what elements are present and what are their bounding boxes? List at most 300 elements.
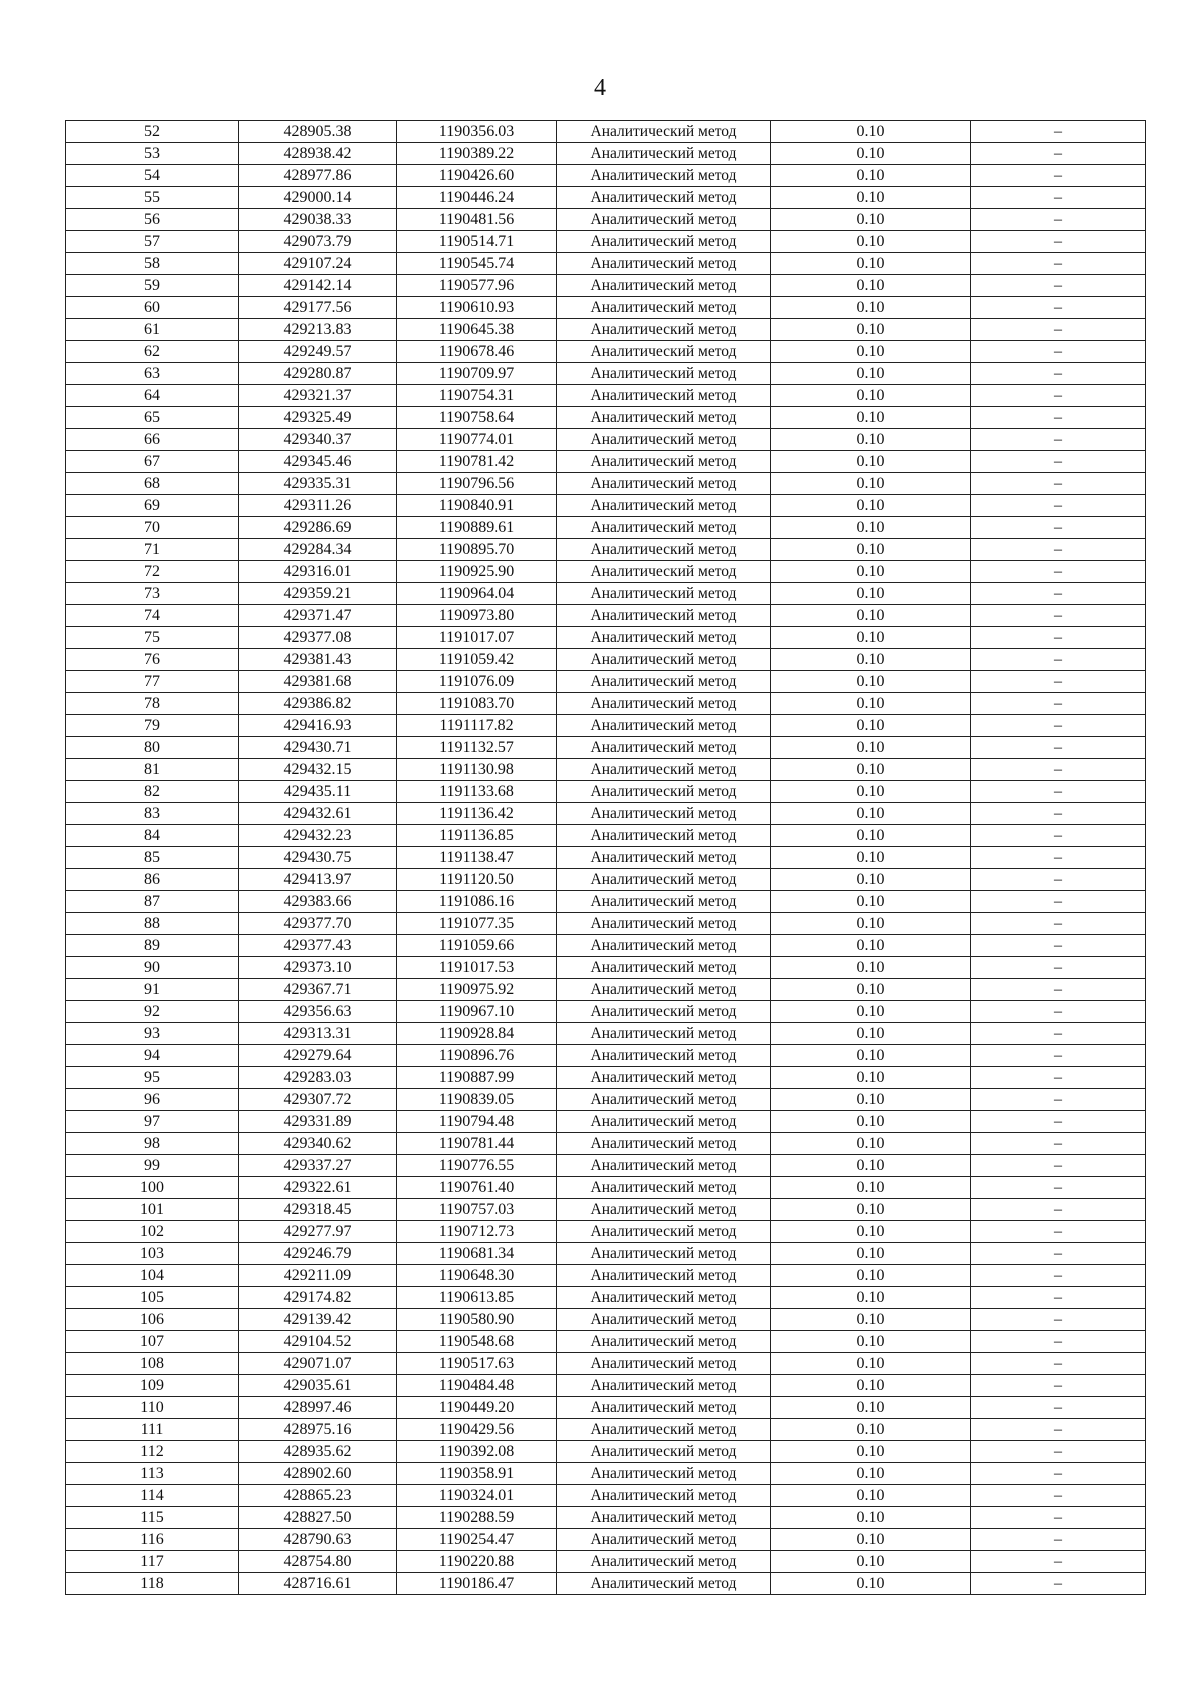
cell-accuracy: 0.10 <box>771 1573 971 1595</box>
cell-coord-x: 429246.79 <box>239 1243 397 1265</box>
cell-note: – <box>971 737 1146 759</box>
cell-coord-y: 1190896.76 <box>397 1045 557 1067</box>
table-row <box>66 209 1146 231</box>
cell-coord-y: 1190761.40 <box>397 1177 557 1199</box>
cell-accuracy: 0.10 <box>771 253 971 275</box>
cell-coord-x: 429345.46 <box>239 451 397 473</box>
cell-accuracy: 0.10 <box>771 231 971 253</box>
cell-point-number: 68 <box>66 473 239 495</box>
cell-method: Аналитический метод <box>557 957 771 979</box>
cell-method: Аналитический метод <box>557 1551 771 1573</box>
cell-accuracy: 0.10 <box>771 1551 971 1573</box>
cell-coord-x: 428975.16 <box>239 1419 397 1441</box>
cell-method: Аналитический метод <box>557 275 771 297</box>
cell-coord-x: 429435.11 <box>239 781 397 803</box>
cell-coord-y: 1190925.90 <box>397 561 557 583</box>
table-row <box>66 1023 1146 1045</box>
cell-coord-y: 1190324.01 <box>397 1485 557 1507</box>
table-row <box>66 363 1146 385</box>
cell-accuracy: 0.10 <box>771 539 971 561</box>
cell-coord-x: 429071.07 <box>239 1353 397 1375</box>
cell-coord-x: 428827.50 <box>239 1507 397 1529</box>
cell-method: Аналитический метод <box>557 187 771 209</box>
cell-coord-y: 1190889.61 <box>397 517 557 539</box>
cell-method: Аналитический метод <box>557 825 771 847</box>
cell-point-number: 96 <box>66 1089 239 1111</box>
cell-method: Аналитический метод <box>557 649 771 671</box>
cell-coord-y: 1190446.24 <box>397 187 557 209</box>
cell-point-number: 110 <box>66 1397 239 1419</box>
cell-accuracy: 0.10 <box>771 1133 971 1155</box>
cell-accuracy: 0.10 <box>771 1397 971 1419</box>
cell-point-number: 67 <box>66 451 239 473</box>
cell-coord-y: 1190776.55 <box>397 1155 557 1177</box>
cell-accuracy: 0.10 <box>771 649 971 671</box>
cell-coord-y: 1190481.56 <box>397 209 557 231</box>
cell-coord-x: 429371.47 <box>239 605 397 627</box>
cell-coord-x: 429337.27 <box>239 1155 397 1177</box>
cell-note: – <box>971 913 1146 935</box>
cell-coord-y: 1190288.59 <box>397 1507 557 1529</box>
cell-note: – <box>971 1375 1146 1397</box>
table-row <box>66 847 1146 869</box>
cell-accuracy: 0.10 <box>771 451 971 473</box>
cell-accuracy: 0.10 <box>771 1507 971 1529</box>
cell-method: Аналитический метод <box>557 253 771 275</box>
cell-coord-x: 429318.45 <box>239 1199 397 1221</box>
cell-note: – <box>971 253 1146 275</box>
cell-accuracy: 0.10 <box>771 891 971 913</box>
cell-coord-y: 1190577.96 <box>397 275 557 297</box>
table-row <box>66 1419 1146 1441</box>
cell-note: – <box>971 847 1146 869</box>
table-row <box>66 385 1146 407</box>
cell-coord-y: 1191136.85 <box>397 825 557 847</box>
cell-coord-x: 429107.24 <box>239 253 397 275</box>
cell-note: – <box>971 759 1146 781</box>
cell-coord-y: 1190781.44 <box>397 1133 557 1155</box>
cell-accuracy: 0.10 <box>771 1309 971 1331</box>
table-row <box>66 1529 1146 1551</box>
cell-accuracy: 0.10 <box>771 275 971 297</box>
cell-coord-x: 429322.61 <box>239 1177 397 1199</box>
cell-method: Аналитический метод <box>557 1001 771 1023</box>
cell-note: – <box>971 1265 1146 1287</box>
cell-point-number: 80 <box>66 737 239 759</box>
cell-coord-x: 429331.89 <box>239 1111 397 1133</box>
cell-coord-x: 429073.79 <box>239 231 397 253</box>
table-row <box>66 1397 1146 1419</box>
cell-coord-x: 428716.61 <box>239 1573 397 1595</box>
table-row <box>66 121 1146 143</box>
cell-note: – <box>971 319 1146 341</box>
cell-note: – <box>971 1023 1146 1045</box>
cell-coord-y: 1191086.16 <box>397 891 557 913</box>
cell-accuracy: 0.10 <box>771 1419 971 1441</box>
cell-point-number: 62 <box>66 341 239 363</box>
cell-method: Аналитический метод <box>557 209 771 231</box>
table-row <box>66 253 1146 275</box>
cell-method: Аналитический метод <box>557 605 771 627</box>
table-row <box>66 869 1146 891</box>
cell-coord-y: 1190429.56 <box>397 1419 557 1441</box>
cell-coord-x: 429381.68 <box>239 671 397 693</box>
cell-accuracy: 0.10 <box>771 1265 971 1287</box>
cell-method: Аналитический метод <box>557 759 771 781</box>
cell-coord-x: 429377.43 <box>239 935 397 957</box>
table-row <box>66 1441 1146 1463</box>
cell-coord-y: 1190358.91 <box>397 1463 557 1485</box>
cell-accuracy: 0.10 <box>771 341 971 363</box>
cell-accuracy: 0.10 <box>771 1067 971 1089</box>
cell-note: – <box>971 869 1146 891</box>
cell-coord-x: 429249.57 <box>239 341 397 363</box>
cell-point-number: 98 <box>66 1133 239 1155</box>
cell-coord-x: 429432.61 <box>239 803 397 825</box>
cell-method: Аналитический метод <box>557 803 771 825</box>
cell-point-number: 107 <box>66 1331 239 1353</box>
cell-method: Аналитический метод <box>557 539 771 561</box>
cell-accuracy: 0.10 <box>771 1331 971 1353</box>
cell-accuracy: 0.10 <box>771 737 971 759</box>
table-row <box>66 649 1146 671</box>
cell-point-number: 87 <box>66 891 239 913</box>
table-row <box>66 429 1146 451</box>
cell-coord-y: 1190758.64 <box>397 407 557 429</box>
table-row <box>66 737 1146 759</box>
cell-method: Аналитический метод <box>557 913 771 935</box>
cell-point-number: 112 <box>66 1441 239 1463</box>
cell-coord-x: 429139.42 <box>239 1309 397 1331</box>
cell-coord-y: 1190754.31 <box>397 385 557 407</box>
table-row <box>66 451 1146 473</box>
cell-point-number: 115 <box>66 1507 239 1529</box>
cell-method: Аналитический метод <box>557 979 771 1001</box>
cell-accuracy: 0.10 <box>771 209 971 231</box>
cell-method: Аналитический метод <box>557 935 771 957</box>
cell-accuracy: 0.10 <box>771 979 971 1001</box>
cell-method: Аналитический метод <box>557 407 771 429</box>
table-row <box>66 979 1146 1001</box>
cell-point-number: 91 <box>66 979 239 1001</box>
cell-coord-x: 429277.97 <box>239 1221 397 1243</box>
cell-note: – <box>971 363 1146 385</box>
cell-point-number: 52 <box>66 121 239 143</box>
cell-note: – <box>971 825 1146 847</box>
cell-point-number: 77 <box>66 671 239 693</box>
cell-method: Аналитический метод <box>557 1529 771 1551</box>
cell-point-number: 92 <box>66 1001 239 1023</box>
table-row <box>66 605 1146 627</box>
cell-accuracy: 0.10 <box>771 363 971 385</box>
cell-note: – <box>971 561 1146 583</box>
cell-method: Аналитический метод <box>557 1331 771 1353</box>
cell-note: – <box>971 1133 1146 1155</box>
table-row <box>66 319 1146 341</box>
cell-point-number: 66 <box>66 429 239 451</box>
cell-coord-y: 1190839.05 <box>397 1089 557 1111</box>
coordinates-table <box>65 120 1146 1595</box>
cell-accuracy: 0.10 <box>771 473 971 495</box>
cell-coord-y: 1191130.98 <box>397 759 557 781</box>
cell-method: Аналитический метод <box>557 1375 771 1397</box>
cell-accuracy: 0.10 <box>771 1353 971 1375</box>
table-row <box>66 495 1146 517</box>
cell-coord-y: 1190356.03 <box>397 121 557 143</box>
table-row <box>66 407 1146 429</box>
cell-coord-y: 1190712.73 <box>397 1221 557 1243</box>
table-row <box>66 715 1146 737</box>
cell-coord-x: 429432.23 <box>239 825 397 847</box>
cell-method: Аналитический метод <box>557 583 771 605</box>
cell-method: Аналитический метод <box>557 319 771 341</box>
cell-note: – <box>971 1507 1146 1529</box>
cell-coord-y: 1190796.56 <box>397 473 557 495</box>
cell-point-number: 111 <box>66 1419 239 1441</box>
cell-accuracy: 0.10 <box>771 1111 971 1133</box>
cell-point-number: 117 <box>66 1551 239 1573</box>
table-row <box>66 1067 1146 1089</box>
cell-note: – <box>971 385 1146 407</box>
cell-accuracy: 0.10 <box>771 847 971 869</box>
cell-point-number: 60 <box>66 297 239 319</box>
cell-accuracy: 0.10 <box>771 869 971 891</box>
cell-method: Аналитический метод <box>557 165 771 187</box>
table-row <box>66 1177 1146 1199</box>
cell-point-number: 61 <box>66 319 239 341</box>
table-row <box>66 1111 1146 1133</box>
cell-coord-x: 429286.69 <box>239 517 397 539</box>
cell-accuracy: 0.10 <box>771 935 971 957</box>
cell-method: Аналитический метод <box>557 1397 771 1419</box>
cell-point-number: 69 <box>66 495 239 517</box>
cell-method: Аналитический метод <box>557 1111 771 1133</box>
cell-coord-x: 428997.46 <box>239 1397 397 1419</box>
cell-point-number: 95 <box>66 1067 239 1089</box>
cell-coord-y: 1190840.91 <box>397 495 557 517</box>
cell-accuracy: 0.10 <box>771 1463 971 1485</box>
cell-method: Аналитический метод <box>557 363 771 385</box>
cell-method: Аналитический метод <box>557 429 771 451</box>
cell-note: – <box>971 451 1146 473</box>
cell-point-number: 70 <box>66 517 239 539</box>
cell-method: Аналитический метод <box>557 231 771 253</box>
cell-note: – <box>971 693 1146 715</box>
cell-method: Аналитический метод <box>557 1155 771 1177</box>
cell-method: Аналитический метод <box>557 1177 771 1199</box>
table-row <box>66 803 1146 825</box>
cell-accuracy: 0.10 <box>771 1045 971 1067</box>
cell-coord-y: 1191017.53 <box>397 957 557 979</box>
table-row <box>66 1309 1146 1331</box>
cell-note: – <box>971 1089 1146 1111</box>
cell-coord-y: 1191117.82 <box>397 715 557 737</box>
cell-coord-x: 429367.71 <box>239 979 397 1001</box>
table-row <box>66 539 1146 561</box>
cell-note: – <box>971 1331 1146 1353</box>
cell-coord-y: 1190426.60 <box>397 165 557 187</box>
cell-point-number: 90 <box>66 957 239 979</box>
table-row <box>66 1353 1146 1375</box>
cell-point-number: 63 <box>66 363 239 385</box>
cell-point-number: 113 <box>66 1463 239 1485</box>
cell-coord-y: 1190678.46 <box>397 341 557 363</box>
cell-note: – <box>971 1067 1146 1089</box>
cell-note: – <box>971 935 1146 957</box>
cell-coord-y: 1190613.85 <box>397 1287 557 1309</box>
table-row <box>66 1375 1146 1397</box>
cell-coord-x: 429383.66 <box>239 891 397 913</box>
table-row <box>66 341 1146 363</box>
cell-note: – <box>971 1155 1146 1177</box>
table-row <box>66 187 1146 209</box>
cell-coord-x: 429356.63 <box>239 1001 397 1023</box>
cell-coord-x: 429335.31 <box>239 473 397 495</box>
cell-coord-y: 1191132.57 <box>397 737 557 759</box>
cell-method: Аналитический метод <box>557 341 771 363</box>
table-row <box>66 1507 1146 1529</box>
cell-note: – <box>971 1309 1146 1331</box>
cell-coord-y: 1190580.90 <box>397 1309 557 1331</box>
cell-accuracy: 0.10 <box>771 495 971 517</box>
cell-note: – <box>971 297 1146 319</box>
cell-coord-y: 1190186.47 <box>397 1573 557 1595</box>
cell-coord-x: 428977.86 <box>239 165 397 187</box>
cell-coord-y: 1191120.50 <box>397 869 557 891</box>
cell-coord-x: 429313.31 <box>239 1023 397 1045</box>
table-row <box>66 561 1146 583</box>
cell-coord-y: 1190781.42 <box>397 451 557 473</box>
cell-accuracy: 0.10 <box>771 605 971 627</box>
cell-coord-y: 1190709.97 <box>397 363 557 385</box>
table-row <box>66 1551 1146 1573</box>
cell-coord-y: 1190392.08 <box>397 1441 557 1463</box>
table-body <box>66 121 1146 1595</box>
table-row <box>66 1463 1146 1485</box>
cell-coord-x: 428935.62 <box>239 1441 397 1463</box>
cell-coord-x: 429307.72 <box>239 1089 397 1111</box>
cell-method: Аналитический метод <box>557 1507 771 1529</box>
cell-method: Аналитический метод <box>557 781 771 803</box>
cell-accuracy: 0.10 <box>771 1287 971 1309</box>
cell-coord-x: 429377.08 <box>239 627 397 649</box>
cell-coord-x: 428790.63 <box>239 1529 397 1551</box>
cell-coord-y: 1191076.09 <box>397 671 557 693</box>
cell-coord-x: 429373.10 <box>239 957 397 979</box>
cell-coord-y: 1191077.35 <box>397 913 557 935</box>
cell-note: – <box>971 1221 1146 1243</box>
cell-accuracy: 0.10 <box>771 121 971 143</box>
cell-accuracy: 0.10 <box>771 803 971 825</box>
cell-coord-y: 1190389.22 <box>397 143 557 165</box>
cell-coord-y: 1191138.47 <box>397 847 557 869</box>
cell-accuracy: 0.10 <box>771 407 971 429</box>
cell-coord-y: 1190964.04 <box>397 583 557 605</box>
table-row <box>66 1089 1146 1111</box>
cell-method: Аналитический метод <box>557 1573 771 1595</box>
cell-note: – <box>971 1177 1146 1199</box>
cell-accuracy: 0.10 <box>771 825 971 847</box>
cell-method: Аналитический метод <box>557 1067 771 1089</box>
cell-note: – <box>971 957 1146 979</box>
cell-method: Аналитический метод <box>557 1023 771 1045</box>
cell-method: Аналитический метод <box>557 385 771 407</box>
cell-accuracy: 0.10 <box>771 1199 971 1221</box>
cell-coord-y: 1190774.01 <box>397 429 557 451</box>
cell-note: – <box>971 1001 1146 1023</box>
cell-accuracy: 0.10 <box>771 1375 971 1397</box>
cell-point-number: 100 <box>66 1177 239 1199</box>
cell-note: – <box>971 1573 1146 1595</box>
cell-note: – <box>971 1111 1146 1133</box>
cell-method: Аналитический метод <box>557 1243 771 1265</box>
cell-method: Аналитический метод <box>557 473 771 495</box>
cell-coord-x: 429311.26 <box>239 495 397 517</box>
cell-accuracy: 0.10 <box>771 297 971 319</box>
table-row <box>66 1265 1146 1287</box>
cell-coord-y: 1190975.92 <box>397 979 557 1001</box>
cell-coord-x: 429413.97 <box>239 869 397 891</box>
cell-method: Аналитический метод <box>557 451 771 473</box>
table-row <box>66 781 1146 803</box>
cell-coord-y: 1190545.74 <box>397 253 557 275</box>
table-row <box>66 297 1146 319</box>
cell-accuracy: 0.10 <box>771 1529 971 1551</box>
cell-note: – <box>971 231 1146 253</box>
cell-point-number: 65 <box>66 407 239 429</box>
cell-coord-x: 429430.71 <box>239 737 397 759</box>
table-row <box>66 1045 1146 1067</box>
table-row <box>66 1155 1146 1177</box>
cell-method: Аналитический метод <box>557 715 771 737</box>
cell-accuracy: 0.10 <box>771 1485 971 1507</box>
cell-point-number: 54 <box>66 165 239 187</box>
cell-accuracy: 0.10 <box>771 627 971 649</box>
cell-point-number: 76 <box>66 649 239 671</box>
cell-point-number: 103 <box>66 1243 239 1265</box>
cell-coord-x: 429416.93 <box>239 715 397 737</box>
cell-note: – <box>971 1419 1146 1441</box>
cell-coord-x: 428754.80 <box>239 1551 397 1573</box>
cell-point-number: 74 <box>66 605 239 627</box>
cell-method: Аналитический метод <box>557 121 771 143</box>
cell-accuracy: 0.10 <box>771 143 971 165</box>
table-row <box>66 891 1146 913</box>
table-row <box>66 759 1146 781</box>
cell-coord-x: 429280.87 <box>239 363 397 385</box>
cell-accuracy: 0.10 <box>771 1221 971 1243</box>
table-row <box>66 1001 1146 1023</box>
cell-accuracy: 0.10 <box>771 319 971 341</box>
cell-accuracy: 0.10 <box>771 759 971 781</box>
table-row <box>66 627 1146 649</box>
cell-coord-y: 1191136.42 <box>397 803 557 825</box>
cell-accuracy: 0.10 <box>771 165 971 187</box>
cell-point-number: 97 <box>66 1111 239 1133</box>
cell-method: Аналитический метод <box>557 1133 771 1155</box>
table-row <box>66 913 1146 935</box>
cell-point-number: 102 <box>66 1221 239 1243</box>
cell-point-number: 104 <box>66 1265 239 1287</box>
cell-accuracy: 0.10 <box>771 187 971 209</box>
cell-note: – <box>971 803 1146 825</box>
cell-point-number: 57 <box>66 231 239 253</box>
cell-method: Аналитический метод <box>557 495 771 517</box>
cell-point-number: 101 <box>66 1199 239 1221</box>
cell-note: – <box>971 143 1146 165</box>
cell-note: – <box>971 121 1146 143</box>
cell-coord-x: 429038.33 <box>239 209 397 231</box>
